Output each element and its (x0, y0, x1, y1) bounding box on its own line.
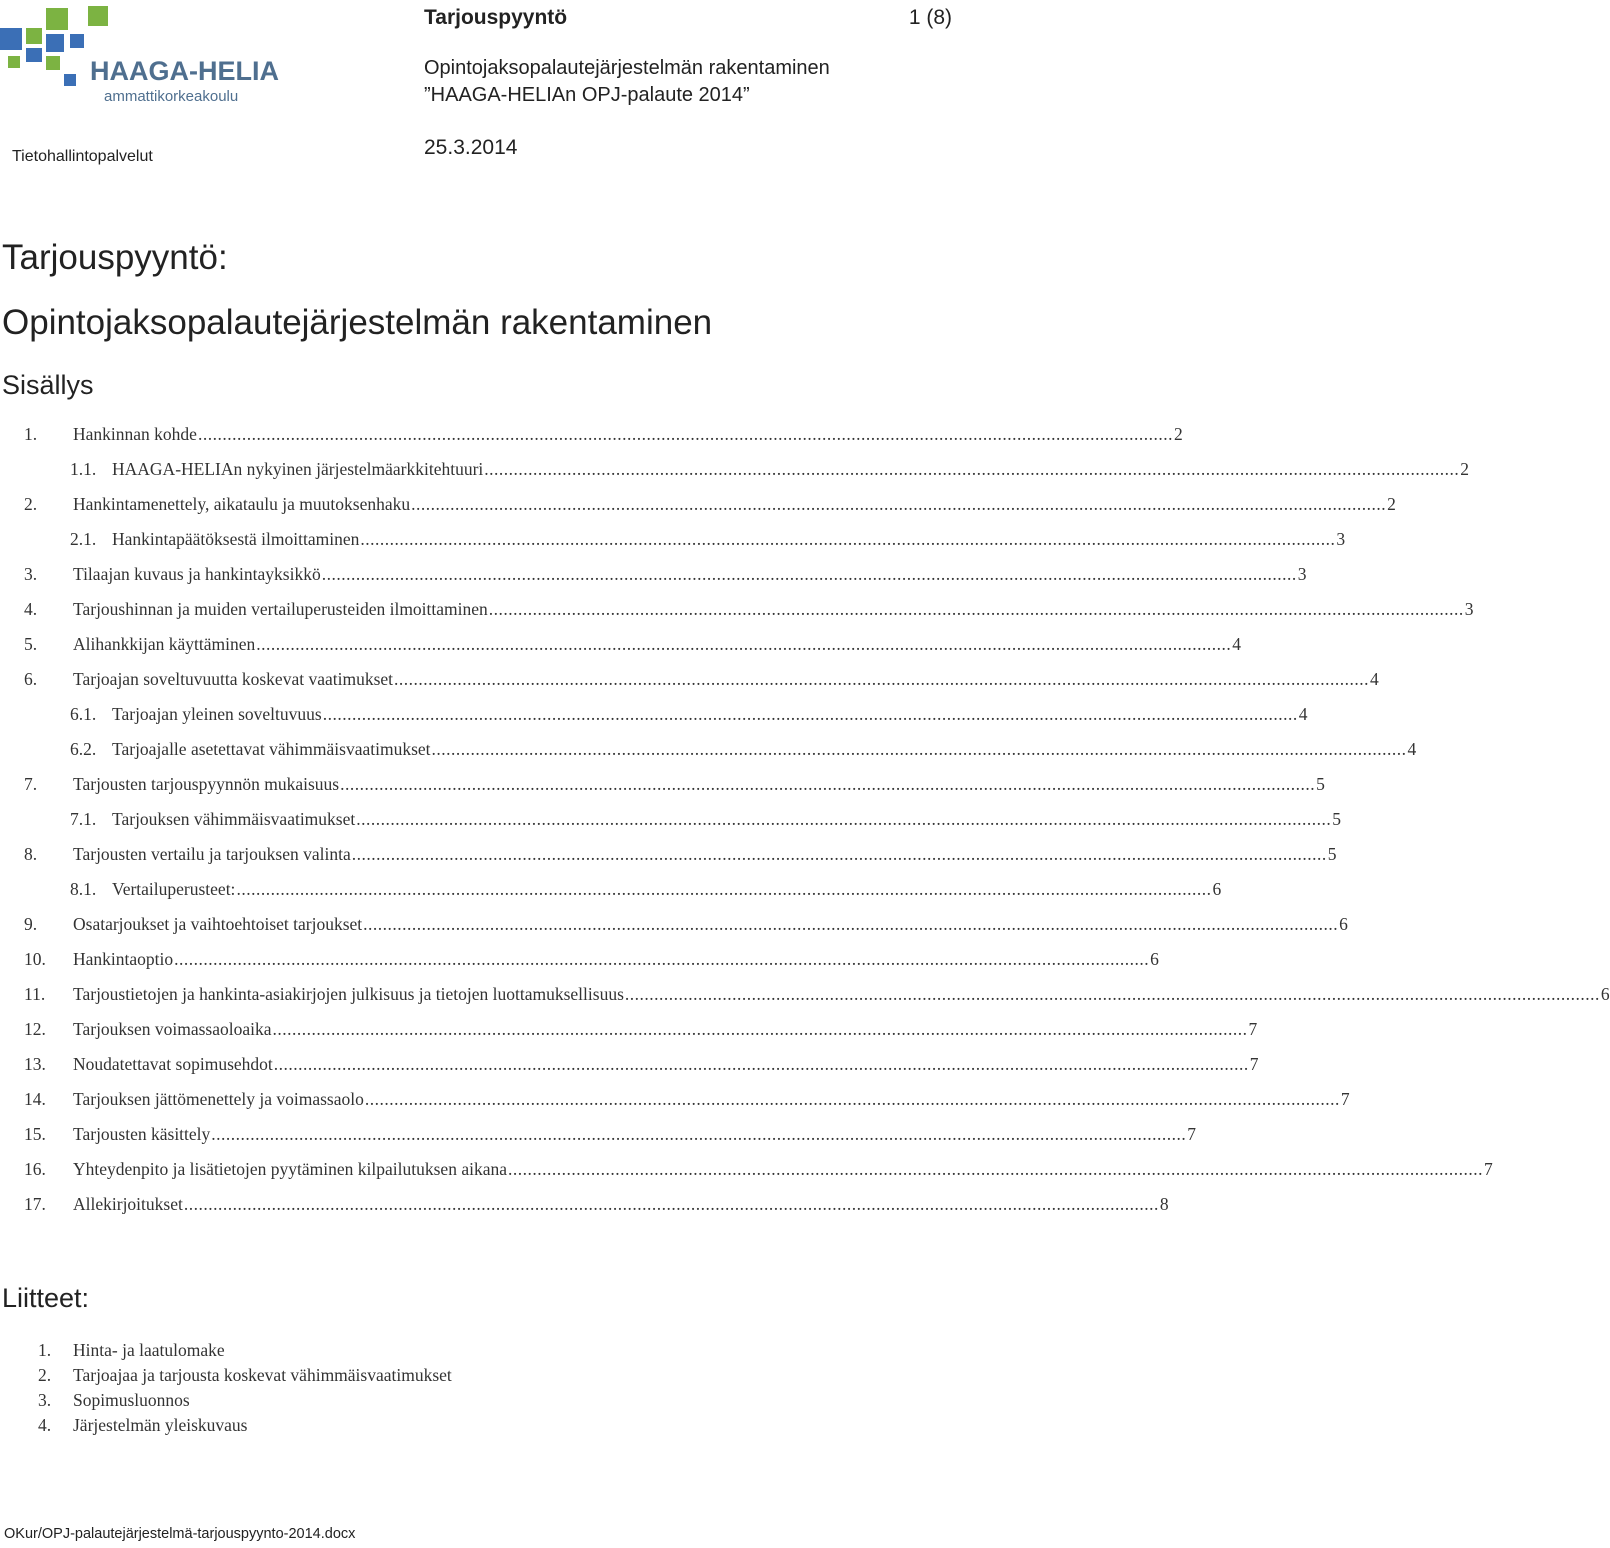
toc-leader-dots: ........................................................................................................................................................................................................ (411, 494, 1387, 514)
toc-entry-title: Tarjoustietojen ja hankinta-asiakirjojen julkisuus ja tietojen luottamuksellisuus (73, 984, 624, 1004)
toc-entry-title: Osatarjoukset ja vaihtoehtoiset tarjoukset (73, 914, 363, 934)
toc-entry-page: 6 (1339, 914, 1348, 934)
toc-entry-number: 2. (24, 494, 38, 514)
toc-entry-page: 5 (1332, 809, 1341, 829)
attachment-title: Järjestelmän yleiskuvaus (73, 1415, 248, 1435)
toc-entry-number: 16. (24, 1159, 46, 1179)
toc-entry-title: Tarjoushinnan ja muiden vertailuperusteiden ilmoittaminen (73, 599, 488, 619)
toc-entry-page: 4 (1407, 739, 1417, 759)
toc-entry-number: 14. (24, 1089, 46, 1109)
toc-entry-page: 3 (1297, 564, 1307, 584)
toc-entry[interactable] (70, 459, 1470, 487)
toc-entry-title: Tarjouksen vähimmäisvaatimukset (112, 809, 356, 829)
document-date: 25.3.2014 (424, 136, 518, 159)
header-subtitle-line1: Opintojaksopalautejärjestelmän rakentaminen (424, 57, 830, 79)
toc-entry-page: 7 (1249, 1054, 1259, 1074)
toc-entry-page: 3 (1336, 529, 1346, 549)
toc-heading: Sisällys (2, 370, 94, 400)
toc-entry-number: 9. (24, 914, 38, 934)
toc-leader-dots: ........................................................................................................................................................................................................ (508, 1159, 1483, 1179)
toc-entry-number: 2.1. (70, 529, 97, 549)
toc-entry-number: 6.2. (70, 739, 97, 759)
toc-leader-dots: ........................................................................................................................................................................................................ (360, 529, 1336, 549)
toc-entry-number: 8.1. (70, 879, 97, 899)
toc-entry-number: 3. (24, 564, 38, 584)
toc-entry[interactable] (24, 1194, 1169, 1222)
toc-entry-page: 4 (1298, 704, 1308, 724)
toc-entry[interactable] (24, 984, 1610, 1012)
toc-entry-number: 1.1. (70, 459, 97, 479)
toc-entry[interactable] (70, 704, 1308, 732)
toc-entry-page: 5 (1327, 844, 1337, 864)
toc-entry-number: 8. (24, 844, 38, 864)
toc-entry[interactable] (24, 634, 1241, 662)
toc-entry-page: 2 (1173, 424, 1183, 444)
header-subtitle-line2: ”HAAGA-HELIAn OPJ-palaute 2014” (424, 84, 750, 106)
toc-entry[interactable] (24, 774, 1325, 802)
toc-entry-page: 2 (1387, 494, 1396, 514)
toc-entry-number: 7. (24, 774, 38, 794)
toc-leader-dots: ........................................................................................................................................................................................................ (236, 879, 1212, 899)
toc-entry[interactable] (24, 564, 1307, 592)
toc-leader-dots: ........................................................................................................................................................................................................ (363, 914, 1339, 934)
toc-entry-page: 3 (1464, 599, 1474, 619)
toc-entry-number: 7.1. (70, 809, 97, 829)
toc-entry-title: Hankintaoptio (73, 949, 174, 969)
attachments-heading: Liitteet: (2, 1283, 90, 1313)
toc-leader-dots: ........................................................................................................................................................................................................ (256, 634, 1232, 654)
toc-entry[interactable] (70, 739, 1417, 767)
toc-leader-dots: ........................................................................................................................................................................................................ (321, 564, 1297, 584)
toc-entry-number: 6. (24, 669, 38, 689)
toc-entry-title: Tarjouksen voimassaoloaika (73, 1019, 272, 1039)
page-title: Tarjouspyyntö: (2, 238, 228, 277)
toc-entry-title: Tarjoajalle asetettavat vähimmäisvaatimukset (112, 739, 431, 759)
attachment-title: Sopimusluonnos (73, 1390, 190, 1410)
toc-entry[interactable] (70, 879, 1222, 907)
page-number: 1 (8) (908, 6, 952, 29)
haaga-helia-logo (0, 0, 280, 112)
toc-entry-number: 10. (24, 949, 46, 969)
toc-entry-title: Alihankkijan käyttäminen (73, 634, 256, 654)
toc-entry-title: Hankinnan kohde (73, 424, 197, 444)
toc-entry-page: 4 (1232, 634, 1241, 654)
toc-entry-page: 7 (1340, 1089, 1350, 1109)
toc-entry-title: Tarjoajan yleinen soveltuvuus (112, 704, 322, 724)
toc-leader-dots: ........................................................................................................................................................................................................ (356, 809, 1332, 829)
toc-entry-page: 5 (1316, 774, 1325, 794)
toc-entry-number: 6.1. (70, 704, 97, 724)
toc-entry[interactable] (24, 1089, 1350, 1117)
toc-entry-title: Tarjousten tarjouspyynnön mukaisuus (73, 774, 340, 794)
toc-entry-page: 7 (1187, 1124, 1197, 1144)
attachment-number: 3. (38, 1390, 52, 1410)
toc-entry-number: 5. (24, 634, 38, 654)
toc-entry-title: Allekirjoitukset (73, 1194, 183, 1214)
toc-leader-dots: ........................................................................................................................................................................................................ (183, 1194, 1159, 1214)
toc-entry[interactable] (24, 669, 1379, 697)
toc-leader-dots: ........................................................................................................................................................................................................ (431, 739, 1407, 759)
toc-entry-page: 6 (1150, 949, 1159, 969)
toc-entry-title: Tarjoajan soveltuvuutta koskevat vaatimukset (73, 669, 394, 689)
toc-entry-title: HAAGA-HELIAn nykyinen järjestelmäarkkitehtuuri (112, 459, 484, 479)
toc-leader-dots: ........................................................................................................................................................................................................ (197, 424, 1173, 444)
attachment-number: 1. (38, 1340, 52, 1360)
toc-leader-dots: ........................................................................................................................................................................................................ (488, 599, 1464, 619)
toc-leader-dots: ........................................................................................................................................................................................................ (624, 984, 1600, 1004)
toc-entry[interactable] (24, 1159, 1493, 1187)
toc-entry-page: 4 (1370, 669, 1379, 689)
attachment-number: 2. (38, 1365, 52, 1385)
logo-wordmark: HAAGA-HELIA (90, 56, 279, 86)
toc-entry-title: Tarjouksen jättömenettely ja voimassaolo (73, 1089, 364, 1109)
toc-leader-dots: ........................................................................................................................................................................................................ (211, 1124, 1187, 1144)
toc-entry[interactable] (24, 914, 1348, 942)
toc-entry-number: 13. (24, 1054, 46, 1074)
toc-entry[interactable] (70, 529, 1346, 557)
toc-leader-dots: ........................................................................................................................................................................................................ (174, 949, 1150, 969)
toc-entry[interactable] (24, 949, 1159, 977)
toc-entry-title: Tarjousten vertailu ja tarjouksen valinta (73, 844, 351, 864)
toc-leader-dots: ........................................................................................................................................................................................................ (273, 1054, 1249, 1074)
toc-entry[interactable] (24, 1054, 1259, 1082)
toc-entry-page: 8 (1159, 1194, 1169, 1214)
toc-entry-number: 4. (24, 599, 38, 619)
toc-entry-page: 7 (1484, 1159, 1493, 1179)
toc-entry-title: Hankintamenettely, aikataulu ja muutoksenhaku (73, 494, 411, 514)
toc-entry[interactable] (24, 494, 1396, 522)
toc-entry-page: 6 (1600, 984, 1610, 1004)
attachment-title: Tarjoajaa ja tarjousta koskevat vähimmäisvaatimukset (73, 1365, 452, 1385)
attachment-number: 4. (38, 1415, 52, 1435)
toc-entry[interactable] (24, 844, 1337, 872)
toc-entry-number: 12. (24, 1019, 46, 1039)
toc-leader-dots: ........................................................................................................................................................................................................ (364, 1089, 1340, 1109)
logo-subtext: ammattikorkeakoulu (104, 88, 239, 105)
toc-leader-dots: ........................................................................................................................................................................................................ (340, 774, 1316, 794)
toc-entry-number: 15. (24, 1124, 46, 1144)
toc-entry-number: 1. (24, 424, 38, 444)
department: Tietohallintopalvelut (12, 148, 153, 165)
document-type: Tarjouspyyntö (424, 6, 568, 29)
toc-entry-page: 2 (1460, 459, 1470, 479)
toc-leader-dots: ........................................................................................................................................................................................................ (322, 704, 1298, 724)
toc-entry[interactable] (24, 599, 1474, 627)
attachment-title: Hinta- ja laatulomake (73, 1340, 225, 1360)
toc-entry-title: Hankintapäätöksestä ilmoittaminen (112, 529, 360, 549)
toc-entry-number: 11. (24, 984, 46, 1004)
toc-leader-dots: ........................................................................................................................................................................................................ (351, 844, 1327, 864)
toc-leader-dots: ........................................................................................................................................................................................................ (394, 669, 1370, 689)
footer-filename: OKur/OPJ-palautejärjestelmä-tarjouspyynto-2014.docx (4, 1526, 356, 1542)
toc-leader-dots: ........................................................................................................................................................................................................ (272, 1019, 1248, 1039)
toc-entry[interactable] (24, 1124, 1197, 1152)
toc-entry[interactable] (70, 809, 1341, 837)
toc-entry-number: 17. (24, 1194, 46, 1214)
toc-entry[interactable] (24, 424, 1183, 452)
toc-entry-title: Tilaajan kuvaus ja hankintayksikkö (73, 564, 321, 584)
toc-leader-dots: ........................................................................................................................................................................................................ (484, 459, 1460, 479)
toc-entry-page: 6 (1212, 879, 1222, 899)
toc-entry[interactable] (24, 1019, 1258, 1047)
page-title-line2: Opintojaksopalautejärjestelmän rakentaminen (2, 303, 713, 342)
toc-entry-title: Tarjousten käsittely (73, 1124, 211, 1144)
toc-entry-title: Yhteydenpito ja lisätietojen pyytäminen kilpailutuksen aikana (73, 1159, 507, 1179)
toc-entry-page: 7 (1248, 1019, 1258, 1039)
toc-entry-title: Noudatettavat sopimusehdot (73, 1054, 273, 1074)
toc-entry-title: Vertailuperusteet: (112, 879, 236, 899)
